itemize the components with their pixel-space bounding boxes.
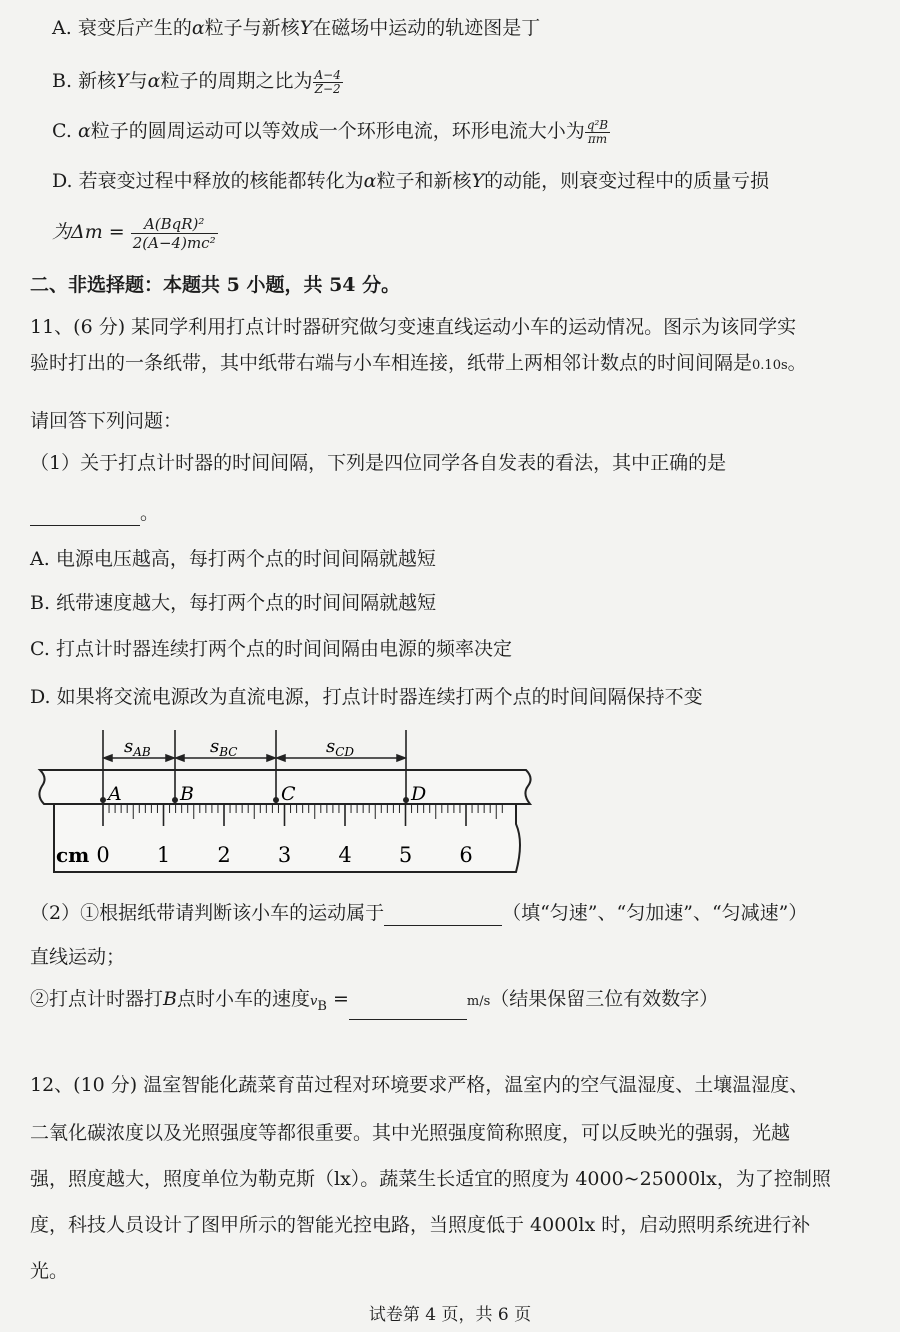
option-text: 如果将交流电源改为直流电源，打点计时器连续打两个点的时间间隔保持不变	[56, 686, 703, 708]
q10-option-d	[52, 168, 769, 194]
q11-prompt: 请回答下列问题：	[30, 410, 183, 432]
q11-text: 。	[140, 502, 160, 524]
q11-text: ②打点计时器打	[30, 988, 164, 1010]
dot-a	[100, 797, 106, 803]
velocity-symbol: v	[310, 994, 318, 1009]
ruler-number: 5	[398, 843, 413, 867]
ruler-unit: cm	[56, 843, 90, 867]
q11-line2	[30, 350, 807, 379]
fraction-denominator: πm	[587, 131, 608, 146]
option-text: 若衰变过程中释放的核能都转化为	[78, 170, 364, 192]
q11-line1: 11、(6 分) 某同学利用打点计时器研究做匀变速直线运动小车的运动情况。图示为该同学实	[30, 316, 797, 338]
option-text: 在磁场中运动的轨迹图是丁	[312, 17, 541, 39]
ruler-number: 2	[217, 843, 231, 867]
fraction-numerator: A−4	[314, 67, 341, 82]
motion-type-blank[interactable]	[384, 905, 502, 926]
q10-option-b	[52, 68, 343, 96]
option-text: 电源电压越高，每打两个点的时间间隔就越短	[55, 548, 436, 570]
option-text: 粒子的圆周运动可以等效成一个环形电流，环形电流大小为	[90, 120, 585, 142]
ruler-number: 4	[338, 843, 352, 867]
label-sab: $s_{AB}$	[124, 736, 151, 759]
arrow-head	[277, 755, 285, 761]
section-title: 二、非选择题：本题共 5 小题，共 54 分。	[30, 274, 401, 296]
q11-option-c	[30, 636, 512, 662]
q11-sub2b	[30, 986, 718, 1020]
period-ratio-fraction	[313, 69, 343, 96]
option-label: C.	[30, 638, 50, 660]
unit-text: m/s	[466, 994, 491, 1009]
point-b-symbol: B	[163, 988, 177, 1010]
equals-sign: =	[332, 988, 349, 1010]
option-text: 新核	[78, 70, 117, 92]
option-label: B.	[52, 70, 73, 92]
alpha-symbol: α	[363, 170, 377, 192]
fraction-denominator: 2(A−4)mc²	[132, 233, 216, 252]
option-text: 的动能，则衰变过程中的质量亏损	[484, 170, 770, 192]
alpha-symbol: α	[147, 70, 161, 92]
label-scd: $s_{CD}$	[326, 736, 355, 759]
arrow-head	[267, 755, 275, 761]
q11-sub1: （1）关于打点计时器的时间间隔，下列是四位同学各自发表的看法，其中正确的是	[30, 452, 727, 474]
q11-text: 验时打出的一条纸带，其中纸带右端与小车相连接，纸带上两相邻计数点的时间间隔是	[30, 352, 753, 374]
dot-c	[273, 797, 279, 803]
point-label-d: D	[411, 783, 427, 805]
option-text: 打点计时器连续打两个点的时间间隔由电源的频率决定	[55, 638, 512, 660]
page-footer: 试卷第 4 页，共 6 页	[368, 1305, 532, 1325]
q12-line2: 二氧化碳浓度以及光照强度等都很重要。其中光照强度简称照度，可以反映光的强弱，光越	[30, 1122, 791, 1144]
arrow-head	[397, 755, 405, 761]
ruler-number: 1	[156, 843, 171, 867]
ruler-number: 3	[277, 843, 292, 867]
point-label-c: C	[281, 783, 296, 805]
point-label-b: B	[180, 783, 194, 805]
velocity-blank[interactable]	[349, 999, 467, 1020]
option-text: 为Δm =	[52, 221, 125, 243]
q11-sub1-answer	[30, 500, 159, 526]
q11-text: （填“匀速”、“匀加速”、“匀减速”）	[502, 902, 808, 924]
q11-text: （2）①根据纸带请判断该小车的运动属于	[30, 902, 385, 924]
y-symbol: Y	[116, 70, 129, 92]
fraction-numerator: q²B	[586, 117, 609, 132]
q12-line3: 强，照度越大，照度单位为勒克斯（lx）。蔬菜生长适宜的照度为 4000~25000lx，为了控制照	[30, 1168, 831, 1190]
q11-option-a	[30, 546, 436, 572]
option-label: C.	[52, 120, 72, 142]
point-label-a: A	[108, 783, 122, 805]
option-text: 与	[128, 70, 148, 92]
dot-b	[172, 797, 178, 803]
mass-defect-fraction	[131, 215, 218, 252]
fraction-denominator: Z−2	[314, 81, 341, 96]
option-label: D.	[30, 686, 51, 708]
q10-option-d-line2	[52, 212, 218, 252]
option-label: D.	[52, 170, 73, 192]
option-text: 衰变后产生的	[77, 17, 192, 39]
option-text: 粒子与新核	[204, 17, 300, 39]
y-symbol: Y	[471, 170, 485, 192]
alpha-symbol: α	[191, 17, 205, 39]
arrow-head	[176, 755, 184, 761]
q10-option-a	[52, 15, 540, 41]
fraction-numerator: A(BqR)²	[131, 215, 218, 234]
current-fraction	[585, 119, 610, 146]
alpha-symbol: α	[77, 120, 91, 142]
answer-blank[interactable]	[30, 505, 140, 526]
q11-option-b	[30, 590, 436, 616]
ruler-number: 0	[96, 843, 110, 867]
y-symbol: Y	[299, 17, 313, 39]
q10-option-c	[52, 118, 610, 146]
arrow-head	[166, 755, 174, 761]
q11-text: 点时小车的速度	[176, 988, 310, 1010]
option-text: 粒子和新核	[376, 170, 472, 192]
ruler-number: 6	[459, 843, 473, 867]
q12-line1: 12、(10 分) 温室智能化蔬菜育苗过程对环境要求严格，温室内的空气温湿度、土壤温湿度、	[30, 1074, 809, 1096]
q12-line4: 度，科技人员设计了图甲所示的智能光控电路，当照度低于 4000lx 时，启动照明系统进行补	[30, 1214, 811, 1236]
option-text: 粒子的周期之比为	[160, 70, 313, 92]
velocity-subscript: B	[317, 998, 327, 1014]
option-label: A.	[52, 17, 72, 39]
tape-ruler-figure	[30, 724, 550, 884]
time-interval: 0.10s	[752, 358, 788, 373]
option-label: A.	[30, 548, 50, 570]
q11-sub2-line2: 直线运动；	[30, 946, 126, 968]
option-text: 纸带速度越大，每打两个点的时间间隔就越短	[56, 592, 437, 614]
q11-text: 。	[787, 352, 807, 374]
dot-d	[403, 797, 409, 803]
q12-line5: 光。	[30, 1260, 69, 1282]
label-sbc: $s_{BC}$	[210, 736, 238, 759]
q11-sub2	[30, 900, 807, 926]
q11-option-d	[30, 684, 703, 710]
arrow-head	[104, 755, 112, 761]
option-label: B.	[30, 592, 51, 614]
q11-text: （结果保留三位有效数字）	[490, 988, 719, 1010]
